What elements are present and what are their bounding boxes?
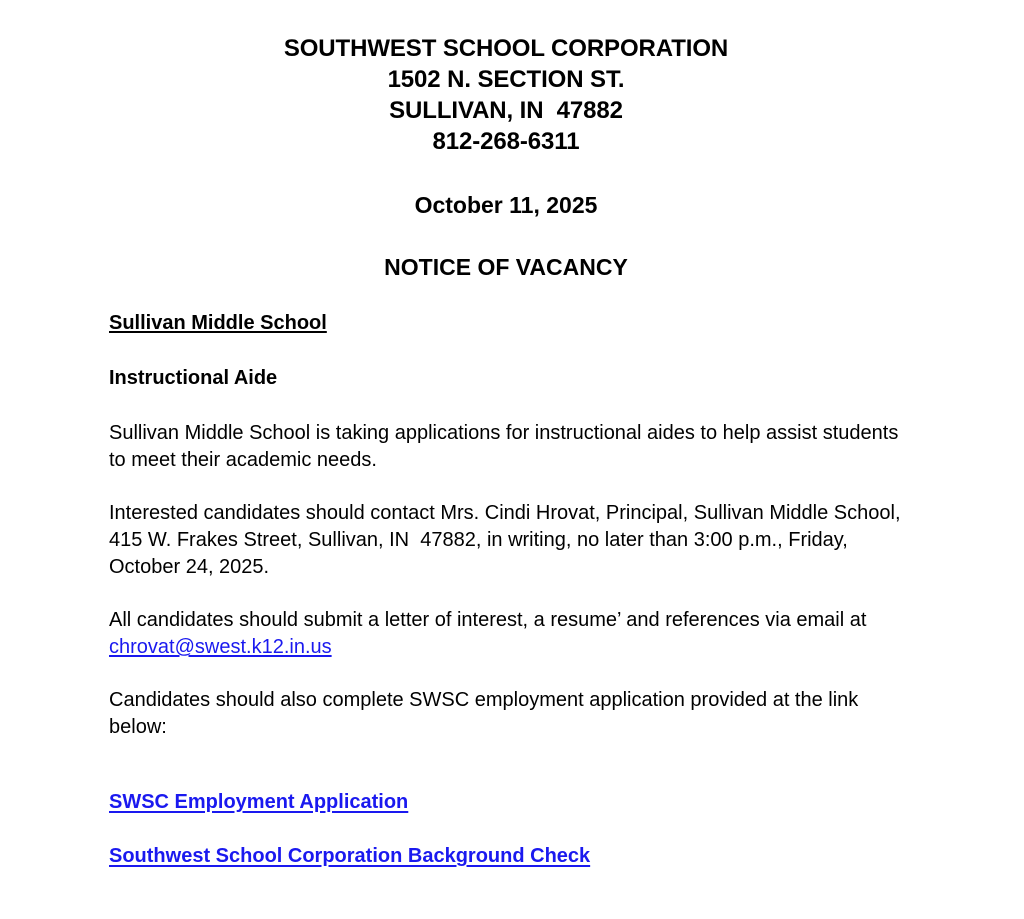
document-date: October 11, 2025 bbox=[414, 192, 598, 218]
document-body bbox=[109, 310, 909, 870]
position-title-heading: Instructional Aide bbox=[109, 367, 278, 389]
background-check-link[interactable]: Southwest School Corporation Background Check bbox=[109, 845, 591, 867]
swsc-employment-application-link[interactable]: SWSC Employment Application bbox=[109, 791, 409, 813]
paragraph-closing: Candidates should also complete SWSC employment application provided at the link below: bbox=[109, 689, 864, 738]
letterhead-line-phone: 812-268-6311 bbox=[432, 128, 580, 155]
letterhead-line-city-state-zip: SULLIVAN, IN 47882 bbox=[389, 97, 623, 124]
letterhead-line-street: 1502 N. SECTION ST. bbox=[387, 66, 625, 93]
letterhead-line-organization: SOUTHWEST SCHOOL CORPORATION bbox=[283, 35, 729, 62]
links-section bbox=[109, 789, 909, 870]
page-title: NOTICE OF VACANCY bbox=[384, 254, 628, 280]
email-link[interactable]: chrovat@swest.k12.in.us bbox=[109, 636, 332, 658]
paragraph-application-instructions: Interested candidates should contact Mrs. Cindi Hrovat, Principal, Sullivan Middle School, 415 W. Frakes Street, Sullivan, IN 47882, in writing, no later than 3:00 p.m., Friday, October 24, 2025. bbox=[109, 502, 907, 578]
letterhead bbox=[0, 33, 1012, 157]
link-row-background-check bbox=[109, 843, 909, 870]
link-row-employment-application bbox=[109, 789, 909, 816]
school-name-heading: Sullivan Middle School bbox=[109, 312, 327, 334]
paragraph-email-submission bbox=[109, 607, 909, 661]
paragraph-position-description: Sullivan Middle School is taking applications for instructional aides to help assist students to meet their academic needs. bbox=[109, 422, 904, 471]
email-paragraph-text: All candidates should submit a letter of interest, a resume’ and references via email at bbox=[109, 609, 872, 631]
